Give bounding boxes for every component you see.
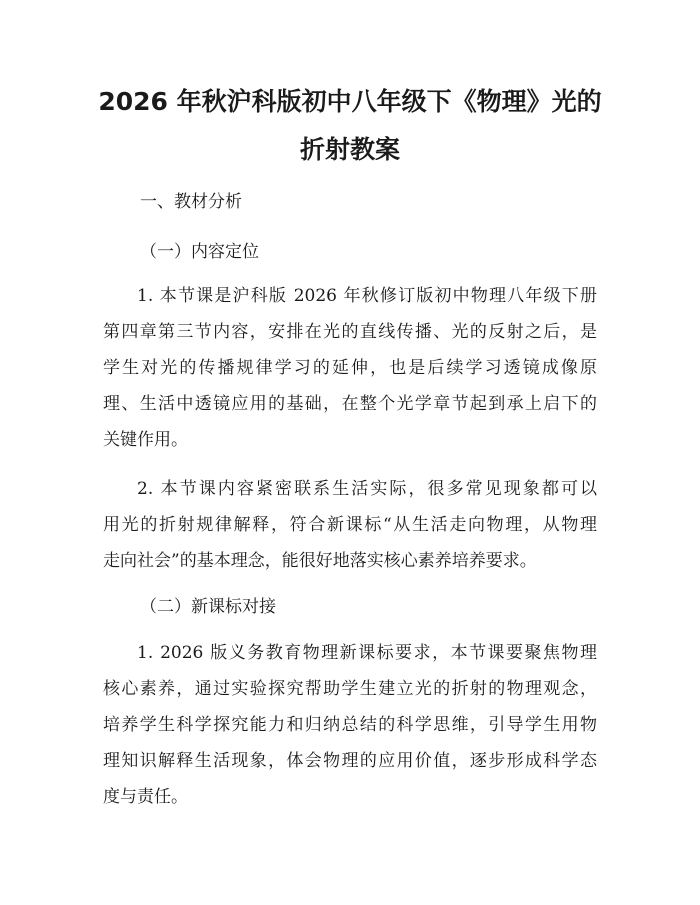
paragraph-line: 第四章第三节内容，安排在光的直线传播、光的反射之后，是 — [103, 322, 597, 342]
paragraph-line: 1. 2026 版义务教育物理新课标要求，本节课要聚焦物理 — [137, 643, 597, 663]
subsection-heading-curriculum-alignment: （二）新课标对接 — [140, 597, 276, 617]
paragraph-line: 理、生活中透镜应用的基础，在整个光学章节起到承上启下的 — [103, 394, 597, 414]
paragraph-line: 用光的折射规律解释，符合新课标“从生活走向物理，从物理 — [103, 515, 597, 535]
paragraph-line: 理知识解释生活现象，体会物理的应用价值，逐步形成科学态 — [103, 751, 597, 771]
paragraph-line: 核心素养，通过实验探究帮助学生建立光的折射的物理观念， — [103, 679, 597, 699]
paragraph-line: 2. 本节课内容紧密联系生活实际，很多常见现象都可以 — [137, 479, 597, 499]
paragraph-content-positioning-1 — [103, 278, 597, 458]
paragraph-line: 1. 本节课是沪科版 2026 年秋修订版初中物理八年级下册 — [137, 286, 597, 306]
paragraph-line: 关键作用。 — [103, 430, 188, 450]
paragraph-line: 度与责任。 — [103, 787, 188, 807]
document-title-line-1: 2026 年秋沪科版初中八年级下《物理》光的 — [98, 87, 602, 116]
paragraph-curriculum-alignment-1 — [103, 635, 597, 815]
paragraph-line: 学生对光的传播规律学习的延伸，也是后续学习透镜成像原 — [103, 358, 597, 378]
section-heading-textbook-analysis: 一、教材分析 — [140, 192, 242, 212]
paragraph-content-positioning-2 — [103, 471, 597, 579]
paragraph-line: 走向社会”的基本理念，能很好地落实核心素养培养要求。 — [103, 551, 537, 571]
document-title-line-2: 折射教案 — [299, 135, 400, 164]
subsection-heading-content-positioning: （一）内容定位 — [140, 242, 259, 262]
paragraph-line: 培养学生科学探究能力和归纳总结的科学思维，引导学生用物 — [103, 715, 597, 735]
